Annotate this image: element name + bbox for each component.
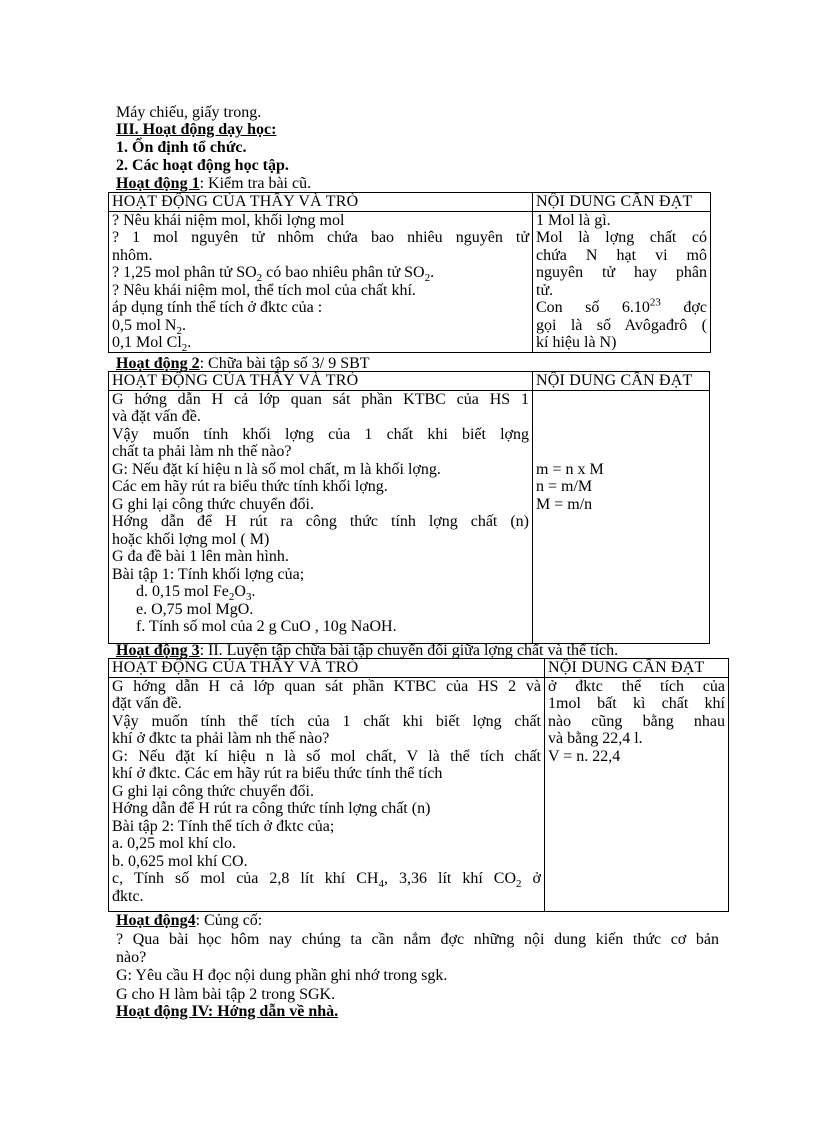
activity-4-instruction-2: G cho H làm bài tập 2 trong SGK.	[116, 986, 336, 1003]
activity-2-label: Hoạt động 2	[116, 355, 200, 372]
text-line: và bằng 22,4 l.	[548, 730, 643, 747]
text-line: nhôm.	[112, 246, 153, 264]
text-line: Hớng dẫn để H rút ra công thức tính lợng chất (n)	[112, 513, 529, 530]
formula-mass: m = n x M	[536, 460, 604, 478]
text-line: nguyên tử hay phân	[536, 264, 707, 281]
step-learning-activities: 2. Các hoạt động học tập.	[116, 157, 289, 174]
materials-line: Máy chiếu, giấy trong.	[116, 104, 262, 121]
activity-2-title: : Chữa bài tập số 3/ 9 SBT	[199, 355, 370, 372]
activity-3-right-cell	[545, 677, 729, 911]
activity-3-title: : II. Luyện tập chữa bài tập chuyển đổi giữa lợng chất và thể tích.	[199, 642, 619, 659]
activity-4-heading	[116, 912, 262, 929]
activity-1-right-cell	[533, 211, 711, 352]
text-line: Bài tập 2: Tính thể tích ở đktc của;	[112, 817, 335, 835]
text-line: Vậy muốn tính khối lợng của 1 chất khi biết lợng	[112, 425, 529, 443]
text-line: Con số 6.10$^{23}$ đợc	[536, 296, 707, 316]
activity-3-heading	[116, 642, 618, 659]
text-line: gọi là số Avôgađrô (	[536, 316, 707, 334]
text-line: ? Qua bài học hôm nay chúng ta cần nắm đợc những nội dung kiến thức cơ bản	[116, 931, 719, 948]
text-line: ? 1 mol nguyên tử nhôm chứa bao nhiêu nguyên tử	[112, 229, 529, 246]
activity-1-title: : Kiểm tra bài cũ.	[199, 175, 312, 192]
text-line: hoặc khối lợng mol ( M)	[112, 530, 270, 548]
text-line: Mol là lợng chất có	[536, 229, 707, 246]
text-line: 1mol bất kì chất khí	[548, 695, 725, 712]
section-heading-activities: III. Hoạt động dạy học:	[116, 121, 277, 138]
text-line: áp dụng tính thể tích ở đktc của :	[112, 299, 323, 316]
activity-1-heading	[116, 175, 311, 192]
activity-4-question	[116, 931, 719, 948]
text-line: f. Tính số mol của 2 g CuO , 10g NaOH.	[136, 618, 397, 635]
text-line: G: Nếu đặt kí hiệu n là số mol chất, V là thể tích chất	[112, 747, 541, 765]
activity-4-title: : Củng cố:	[195, 912, 263, 929]
text-line: đktc.	[112, 887, 144, 905]
text-line: b. 0,625 mol khí CO.	[112, 852, 248, 870]
text-line: ở đktc thể tích của	[548, 677, 725, 695]
text-line: kí hiệu là N)	[536, 334, 617, 351]
text-line: d. 0,15 mol $Fe_2O_3$.	[136, 583, 256, 604]
text-line: ? Nêu khái niệm mol, thể tích mol của chất khí.	[112, 281, 416, 299]
activity-1-table	[108, 192, 711, 353]
activity-homework-heading: Hoạt động IV: Hớng dẫn về nhà.	[116, 1003, 339, 1020]
text-line: chứa N hạt vi mô	[536, 246, 707, 264]
header-content: NỘI DUNG CẦN ĐẠT	[545, 659, 729, 678]
text-line: a. 0,25 mol khí clo.	[112, 835, 236, 852]
table-row	[109, 390, 710, 643]
text-line: G: Nếu đặt kí hiệu n là số mol chất, m là khối lợng.	[112, 460, 441, 478]
header-teacher-student: HOẠT ĐỘNG CỦA THẦY VÀ TRÒ	[109, 659, 545, 678]
text-line: G hớng dẫn H cả lớp quan sát phần KTBC của HS 1	[112, 390, 529, 408]
header-teacher-student: HOẠT ĐỘNG CỦA THẦY VÀ TRÒ	[109, 193, 533, 212]
header-content: NỘI DUNG CẦN ĐẠT	[533, 193, 711, 212]
activity-3-left-cell	[109, 677, 545, 911]
text-line: c, Tính số mol của 2,8 lít khí $CH_4$, 3,36 lít khí $CO_2$ ở	[112, 870, 542, 891]
text-line: G hớng dẫn H cả lớp quan sát phần KTBC của HS 2 và	[112, 677, 541, 695]
formula-volume: V = n. 22,4	[548, 747, 621, 765]
text-line: đặt vấn đề.	[112, 695, 182, 712]
text-line: G ghi lại công thức chuyển đổi.	[112, 495, 314, 513]
table-row	[109, 677, 729, 911]
text-line: Vậy muốn tính thể tích của 1 chất khi biết lợng chất	[112, 712, 541, 730]
text-line: 0,5 mol $N_2$.	[112, 316, 186, 337]
activity-4-instruction-1: G: Yêu cầu H đọc nội dung phần ghi nhớ trong sgk.	[116, 967, 448, 984]
activity-2-table	[108, 371, 710, 644]
activity-4-label: Hoạt động4	[116, 912, 196, 929]
text-line: Hớng dẫn để H rút ra công thức tính lợng chất (n)	[112, 800, 431, 817]
activity-2-heading	[116, 355, 370, 372]
text-line: ? Nêu khái niệm mol, khối lợng mol	[112, 211, 345, 229]
formula-moles: n = m/M	[536, 478, 593, 495]
text-line: Các em hãy rút ra biểu thức tính khối lợng.	[112, 478, 388, 495]
activity-3-label: Hoạt động 3	[116, 642, 200, 659]
text-line: 1 Mol là gì.	[536, 211, 611, 229]
table-header-row	[109, 372, 710, 391]
text-line: khí ở đktc. Các em hãy rút ra biểu thức tính thể tích	[112, 765, 443, 782]
text-line: chất ta phải làm nh thế nào?	[112, 443, 292, 460]
activity-2-left-cell	[109, 390, 533, 643]
text-line: và đặt vấn đề.	[112, 408, 201, 425]
activity-4-question-cont: nào?	[116, 949, 147, 966]
activity-1-label: Hoạt động 1	[116, 175, 200, 192]
text-line: e. O,75 mol MgO.	[136, 600, 254, 618]
table-row	[109, 211, 711, 352]
text-line: tử.	[536, 281, 554, 299]
text-line: 0,1 Mol $Cl_2$.	[112, 334, 192, 355]
text-line: ? 1,25 mol phân tử $SO_2$ có bao nhiêu phân tử $SO_2$.	[112, 264, 435, 285]
header-teacher-student: HOẠT ĐỘNG CỦA THẦY VÀ TRÒ	[109, 372, 533, 391]
text-line: nào cũng bằng nhau	[548, 712, 725, 730]
text-line: khí ở đktc ta phải làm nh thế nào?	[112, 730, 330, 747]
spacer	[536, 391, 706, 461]
activity-1-left-cell	[109, 211, 533, 355]
table-header-row	[109, 659, 729, 678]
step-organization: 1. Ổn định tổ chức.	[116, 139, 247, 156]
table-header-row	[109, 193, 711, 212]
header-content: NỘI DUNG CẦN ĐẠT	[533, 372, 710, 391]
activity-3-table	[108, 658, 729, 912]
text-line: Bài tập 1: Tính khối lợng của;	[112, 565, 305, 583]
text-line: G ghi lại công thức chuyển đổi.	[112, 782, 314, 800]
activity-2-right-cell	[533, 390, 710, 643]
text-line: G đa đề bài 1 lên màn hình.	[112, 548, 289, 565]
formula-molar-mass: M = m/n	[536, 495, 593, 513]
